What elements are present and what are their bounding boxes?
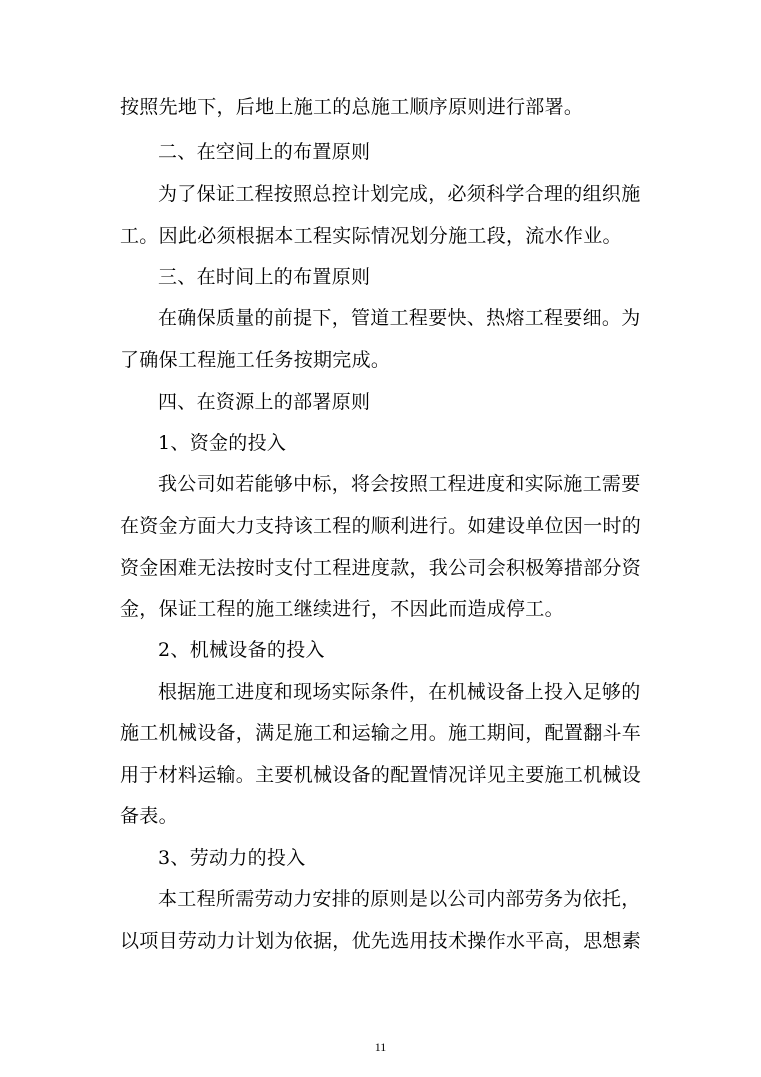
body-text-line: 了确保工程施工任务按期完成。 [120, 349, 391, 371]
body-text-line: 按照先地下，后地上施工的总施工顺序原则进行部署。 [120, 96, 584, 118]
subsection-heading: 3、劳动力的投入 [158, 847, 306, 869]
subsection-heading: 1、资金的投入 [158, 432, 287, 454]
body-text-line: 在资金方面大力支持该工程的顺利进行。如建设单位因一时的 [120, 515, 642, 537]
body-text-line: 根据施工进度和现场实际条件，在机械设备上投入足够的 [158, 681, 641, 703]
section-heading: 二、在空间上的布置原则 [158, 141, 371, 163]
body-text-line: 施工机械设备，满足施工和运输之用。施工期间，配置翻斗车 [120, 722, 642, 744]
body-text-line: 以项目劳动力计划为依据，优先选用技术操作水平高，思想素 [120, 930, 642, 952]
body-text-line: 在确保质量的前提下，管道工程要快、热熔工程要细。为 [158, 307, 641, 329]
section-heading: 三、在时间上的布置原则 [158, 266, 371, 288]
subsection-heading: 2、机械设备的投入 [158, 639, 325, 661]
page-number: 11 [374, 1040, 387, 1054]
body-text-line: 本工程所需劳动力安排的原则是以公司内部劳务为依托， [158, 888, 641, 910]
body-text-line: 为了保证工程按照总控计划完成，必须科学合理的组织施 [158, 183, 641, 205]
body-text-line: 用于材料运输。主要机械设备的配置情况详见主要施工机械设 [120, 764, 642, 786]
body-text-line: 资金困难无法按时支付工程进度款，我公司会积极筹措部分资 [120, 557, 642, 579]
body-text-line: 金，保证工程的施工继续进行，不因此而造成停工。 [120, 598, 564, 620]
body-text-line: 我公司如若能够中标，将会按照工程进度和实际施工需要 [158, 473, 641, 495]
body-text-line: 备表。 [120, 805, 178, 827]
section-heading: 四、在资源上的部署原则 [158, 391, 371, 413]
body-text-line: 工。因此必须根据本工程实际情况划分施工段，流水作业。 [120, 225, 622, 247]
